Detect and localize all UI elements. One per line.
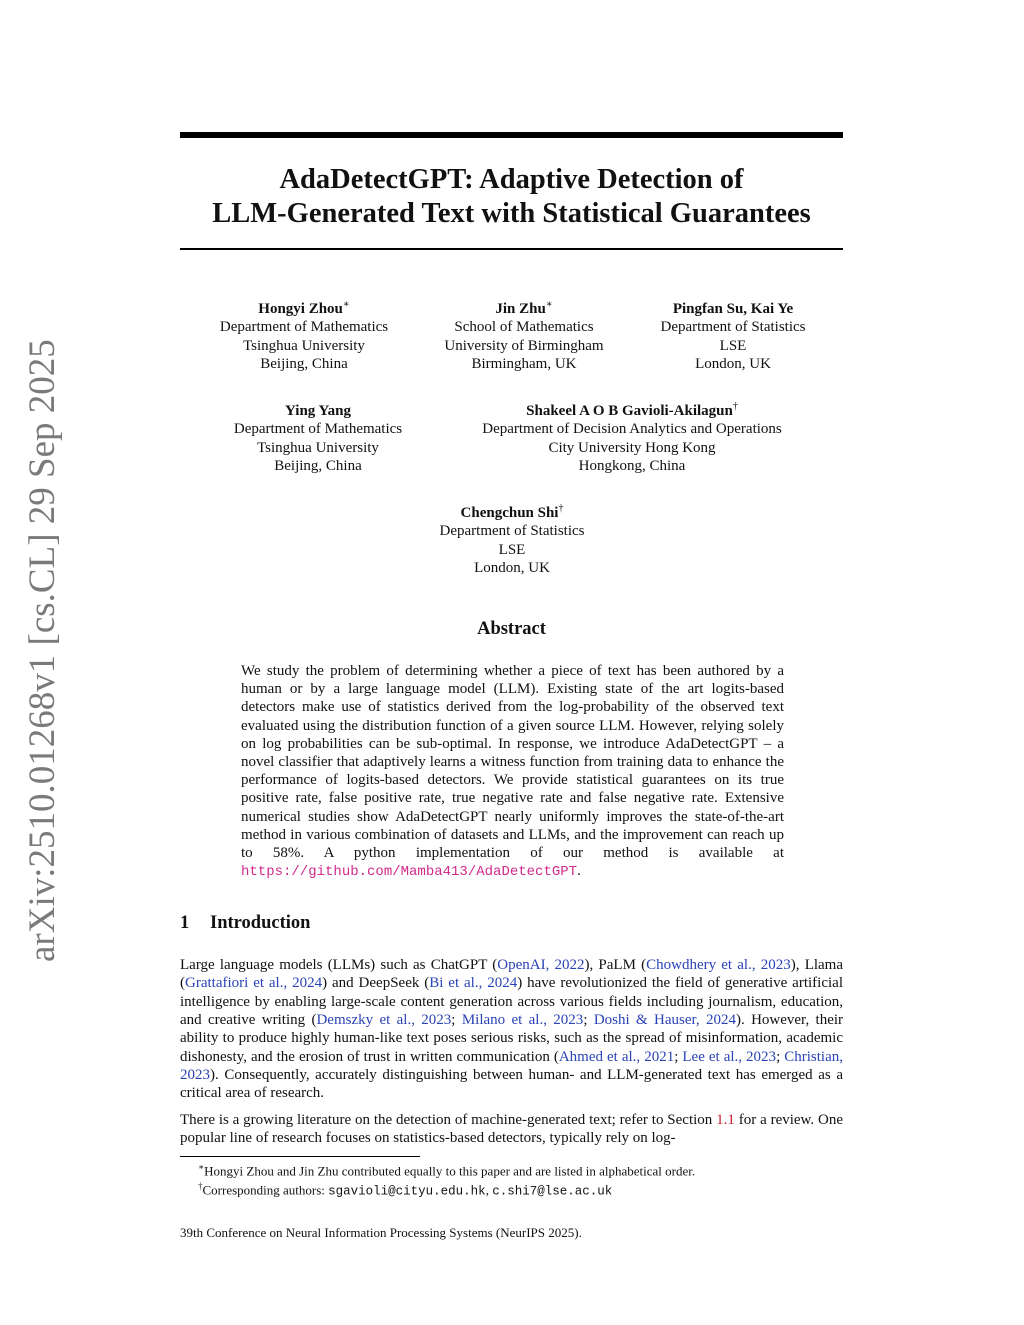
citation-link[interactable]: Ahmed et al., 2021 xyxy=(558,1048,675,1065)
author-dept: School of Mathematics xyxy=(454,319,594,336)
text-run: ; xyxy=(674,1048,683,1065)
author-inst: Tsinghua University xyxy=(257,439,379,456)
author-dept: Department of Statistics xyxy=(660,319,806,336)
intro-paragraph-2 xyxy=(180,1111,843,1148)
author-dept: Department of Mathematics xyxy=(219,319,389,336)
author-dept: Department of Mathematics xyxy=(233,421,403,438)
footnote-equal-contribution xyxy=(198,1159,695,1179)
citation-link[interactable]: Lee et al., 2023 xyxy=(682,1048,777,1065)
author-block-zhou xyxy=(204,296,404,373)
text-run: ). However, their ability to produce highly human-like text poses serious risks, such as the spread of misinformation, academic dishonesty, and the erosion of trust in written communication ( xyxy=(180,1012,844,1065)
author-block-zhu xyxy=(424,296,624,373)
conference-note: 39th Conference on Neural Information Processing Systems (NeurIPS 2025). xyxy=(180,1225,582,1240)
author-dept: Department of Decision Analytics and Operations xyxy=(482,421,782,438)
citation-link[interactable]: Doshi & Hauser, 2024 xyxy=(593,1012,736,1029)
section-number: 1 xyxy=(180,913,190,933)
section-title: Introduction xyxy=(210,913,311,933)
text-run: ), Llama ( xyxy=(180,957,844,992)
title-top-rule xyxy=(180,132,843,138)
text-run: for a review. One popular line of research focuses on statistics-based detectors, typically rely on log- xyxy=(180,1112,844,1147)
author-name: Jin Zhu xyxy=(495,301,546,317)
text-run: ; xyxy=(451,1012,462,1029)
github-link[interactable]: https://github.com/Mamba413/AdaDetectGPT xyxy=(241,864,578,881)
author-mark: † xyxy=(558,503,564,514)
footnote-mark: † xyxy=(198,1181,203,1191)
abstract-heading: Abstract xyxy=(477,619,546,639)
author-inst: LSE xyxy=(498,541,526,558)
author-name: Pingfan Su, Kai Ye xyxy=(672,301,794,317)
footnote-sep: , xyxy=(485,1182,493,1198)
footnote-rule xyxy=(180,1156,420,1157)
author-mark: † xyxy=(732,401,738,412)
title-bottom-rule xyxy=(180,248,843,250)
author-dept: Department of Statistics xyxy=(439,523,585,540)
section-ref-link[interactable]: 1.1 xyxy=(716,1112,735,1128)
email-link[interactable]: c.shi7@lse.ac.uk xyxy=(492,1184,613,1199)
title-line-2: LLM-Generated Text with Statistical Guarantees xyxy=(212,198,811,229)
author-inst: City University Hong Kong xyxy=(548,439,716,456)
citation-link[interactable]: Christian, 2023 xyxy=(180,1048,843,1084)
author-name: Chengchun Shi xyxy=(460,505,559,521)
citation-link[interactable]: Bi et al., 2024 xyxy=(429,975,518,992)
author-mark: ∗ xyxy=(545,299,553,310)
text-run: ) and DeepSeek ( xyxy=(322,975,430,992)
paper-title xyxy=(180,163,843,231)
text-run: ) have revolutionized the field of generative artificial intelligence by enabling large-scale content generation across various fields including journalism, education, and creative writing ( xyxy=(180,975,843,1029)
text-run: ; xyxy=(583,1012,594,1029)
footnote-mark: ∗ xyxy=(198,1162,205,1172)
text-run: ), PaLM ( xyxy=(584,957,647,973)
text-run: ; xyxy=(776,1048,785,1065)
author-name: Hongyi Zhou xyxy=(258,301,343,317)
author-loc: Birmingham, UK xyxy=(471,355,577,372)
text-run: There is a growing literature on the detection of machine-generated text; refer to Section xyxy=(180,1112,717,1128)
author-block-shi xyxy=(412,500,612,577)
title-line-1: AdaDetectGPT: Adaptive Detection of xyxy=(279,164,744,195)
citation-link[interactable]: Chowdhery et al., 2023 xyxy=(646,957,791,973)
author-block-gavioli-akilagun xyxy=(452,398,812,475)
author-block-su-ye xyxy=(638,296,828,373)
intro-paragraph-1 xyxy=(180,956,843,1103)
abstract-text: We study the problem of determining whether a piece of text has been authored by a human or by a large language model (LLM). Existing state of the art logits-based detectors make use of statistics derived from the log-probability of the observed text evaluated using the distribution function of a given source LLM. However, relying solely on log probabilities can be sub-optimal. In response, we introduce AdaDetectGPT – a novel classifier that adaptively learns a witness function from training data to enhance the performance of logits-based detectors. We provide statistical guarantees on its true positive rate, false positive rate, true negative rate and false negative rate. Extensive numerical studies show AdaDetectGPT nearly uniformly improves the state-of-the-art method in various combination of datasets and LLMs, and the improvement can reach up to 58%. A python implementation of our method is available at xyxy=(241,663,784,862)
author-name: Ying Yang xyxy=(285,403,351,419)
citation-link[interactable]: Milano et al., 2023 xyxy=(461,1012,584,1029)
author-loc: Beijing, China xyxy=(260,355,348,372)
arxiv-sidebar-stamp: arXiv:2510.01268v1 [cs.CL] 29 Sep 2025 xyxy=(22,339,63,962)
text-run: ). Consequently, accurately distinguishing between human- and LLM-generated text has emerged as a critical area of research. xyxy=(180,1067,843,1102)
author-mark: ∗ xyxy=(342,299,350,310)
author-loc: London, UK xyxy=(474,559,550,576)
author-name: Shakeel A O B Gavioli-Akilagun xyxy=(526,403,733,419)
text-run: Large language models (LLMs) such as ChatGPT ( xyxy=(180,957,498,973)
author-loc: Beijing, China xyxy=(274,457,362,474)
footnote-corresponding xyxy=(198,1178,612,1199)
citation-link[interactable]: Demszky et al., 2023 xyxy=(316,1012,452,1029)
footnote-text: Hongyi Zhou and Jin Zhu contributed equally to this paper and are listed in alphabetical order. xyxy=(204,1163,696,1179)
footnote-text: Corresponding authors: xyxy=(202,1182,329,1198)
abstract-end: . xyxy=(577,863,581,880)
citation-link[interactable]: Grattafiori et al., 2024 xyxy=(185,975,323,992)
author-block-yang xyxy=(218,398,418,475)
abstract-body xyxy=(241,662,784,881)
author-inst: University of Birmingham xyxy=(444,337,604,354)
email-link[interactable]: sgavioli@cityu.edu.hk xyxy=(328,1184,486,1199)
author-loc: London, UK xyxy=(695,355,771,372)
section-heading-introduction xyxy=(180,913,310,934)
author-inst: LSE xyxy=(719,337,747,354)
author-inst: Tsinghua University xyxy=(243,337,365,354)
citation-link[interactable]: OpenAI, 2022 xyxy=(497,957,585,973)
author-loc: Hongkong, China xyxy=(578,457,686,474)
